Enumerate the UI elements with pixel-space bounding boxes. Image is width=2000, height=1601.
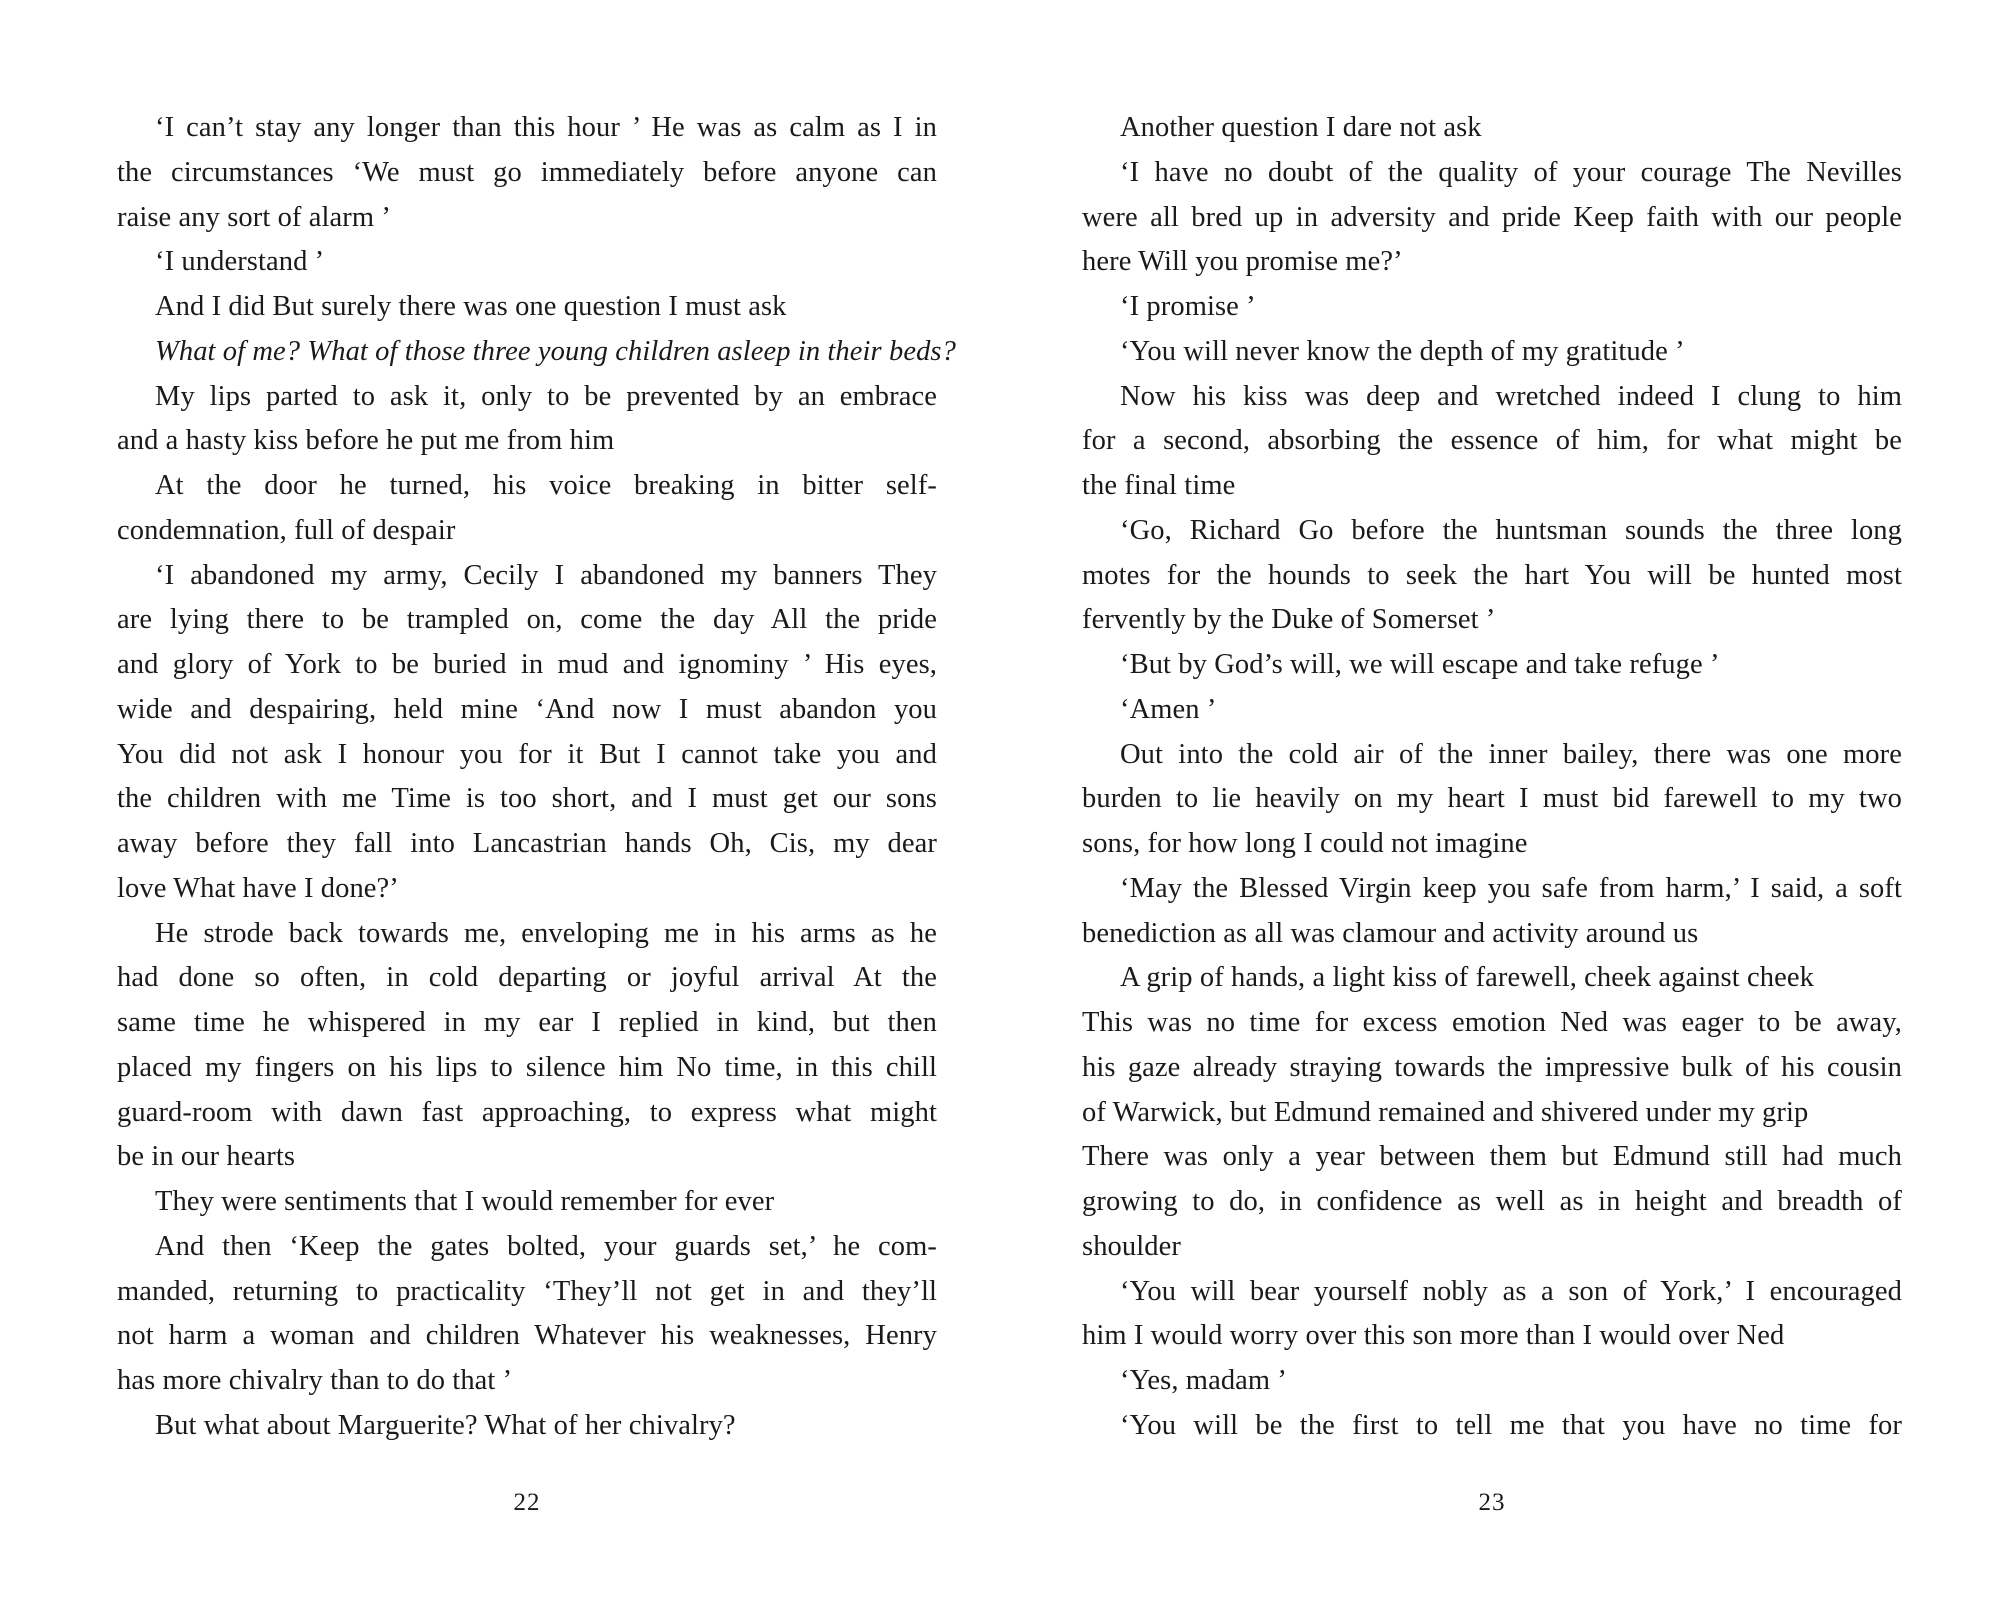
text-line: condemnation, full of despair (117, 514, 456, 546)
left-page (117, 106, 956, 1586)
text-line: not harm a woman and children Whatever his weaknesses, Henry (117, 1320, 937, 1352)
text-line: sons, for how long I could not imagine (1082, 828, 1528, 859)
text-line: ‘Yes, madam ’ (1120, 1365, 1288, 1396)
text-line: ‘Go, Richard Go before the huntsman sounds the three long (1120, 514, 1902, 546)
text-line: There was only a year between them but Edmund still had much (1082, 1141, 1902, 1173)
page-number-right: 23 (1478, 1489, 1506, 1516)
text-line: away before they fall into Lancastrian hands Oh, Cis, my dear (117, 828, 937, 859)
text-line: ‘I abandoned my army, Cecily I abandoned my banners They (155, 559, 937, 591)
text-line: My lips parted to ask it, only to be prevented by an embrace (155, 380, 937, 412)
text-line: the final time (1082, 470, 1236, 501)
text-line: And then ‘Keep the gates bolted, your guards set,’ he com- (155, 1230, 937, 1262)
text-line: his gaze already straying towards the impressive bulk of his cousin (1082, 1051, 1902, 1083)
text-line: benediction as all was clamour and activity around us (1082, 917, 1699, 949)
text-line: ‘I understand ’ (155, 246, 325, 278)
text-line: fervently by the Duke of Somerset ’ (1082, 604, 1496, 636)
text-line: burden to lie heavily on my heart I must bid farewell to my two (1082, 783, 1902, 815)
text-line: had done so often, in cold departing or joyful arrival At the (117, 962, 937, 994)
text-line: And I did But surely there was one question I must ask (155, 291, 787, 322)
right-page-text (1082, 106, 1902, 1449)
text-line: guard-room with dawn fast approaching, to express what might (117, 1096, 937, 1128)
text-line: has more chivalry than to do that ’ (117, 1365, 513, 1396)
text-line: ‘I have no doubt of the quality of your courage The Nevilles (1120, 156, 1902, 188)
text-line: were all bred up in adversity and pride Keep faith with our people (1082, 201, 1902, 233)
text-line: raise any sort of alarm ’ (117, 201, 391, 233)
text-line: shoulder (1082, 1230, 1181, 1262)
text-line: He strode back towards me, enveloping me in his arms as he (155, 917, 937, 949)
text-line: A grip of hands, a light kiss of farewell, cheek against cheek (1120, 962, 1814, 994)
text-line: him I would worry over this son more than I would over Ned (1082, 1320, 1785, 1352)
text-line: ‘May the Blessed Virgin keep you safe from harm,’ I said, a soft (1120, 872, 1902, 904)
text-line: be in our hearts (117, 1141, 296, 1173)
text-line: the circumstances ‘We must go immediately before anyone can (117, 156, 937, 188)
text-line: ‘Amen ’ (1120, 693, 1217, 725)
left-page-text (117, 106, 956, 1449)
text-line: here Will you promise me?’ (1082, 246, 1403, 278)
text-line: are lying there to be trampled on, come the day All the pride (117, 604, 937, 636)
text-line: for a second, absorbing the essence of him, for what might be (1082, 425, 1902, 457)
text-line: At the door he turned, his voice breaking in bitter self- (155, 470, 937, 501)
text-line: growing to do, in confidence as well as in height and breadth of (1082, 1186, 1902, 1217)
text-line: same time he whispered in my ear I replied in kind, but then (117, 1007, 937, 1038)
text-line: Now his kiss was deep and wretched indeed I clung to him (1120, 380, 1902, 412)
text-line: This was no time for excess emotion Ned was eager to be away, (1082, 1007, 1902, 1038)
page-number-left: 22 (513, 1489, 541, 1516)
text-line: manded, returning to practicality ‘They’ll not get in and they’ll (117, 1275, 937, 1307)
text-line: ‘I can’t stay any longer than this hour ’ He was as calm as I in (155, 112, 937, 143)
text-line: ‘But by God’s will, we will escape and take refuge ’ (1120, 649, 1720, 680)
text-line: You did not ask I honour you for it But I cannot take you and (117, 738, 937, 770)
text-line: and a hasty kiss before he put me from him (117, 425, 615, 457)
text-line: and glory of York to be buried in mud and ignominy ’ His eyes, (117, 649, 937, 680)
text-line: of Warwick, but Edmund remained and shivered under my grip (1082, 1096, 1809, 1128)
text-line: But what about Marguerite? What of her chivalry? (155, 1409, 736, 1441)
text-line: wide and despairing, held mine ‘And now I must abandon you (117, 693, 937, 725)
text-line: ‘I promise ’ (1120, 291, 1256, 322)
text-line: placed my fingers on his lips to silence him No time, in this chill (117, 1051, 937, 1083)
text-line: ‘You will never know the depth of my gratitude ’ (1120, 335, 1685, 367)
text-line: the children with me Time is too short, and I must get our sons (117, 783, 937, 815)
text-line: Another question I dare not ask (1120, 112, 1482, 143)
text-line: motes for the hounds to seek the hart You will be hunted most (1082, 559, 1902, 591)
text-line: ‘You will be the first to tell me that you have no time for (1120, 1409, 1902, 1441)
text-line: ‘You will bear yourself nobly as a son of York,’ I encouraged (1120, 1275, 1902, 1307)
text-line: love What have I done?’ (117, 872, 399, 904)
text-line: What of me? What of those three young children asleep in their beds? (155, 335, 956, 367)
right-page (1082, 106, 1902, 1586)
text-line: They were sentiments that I would remember for ever (155, 1186, 775, 1217)
text-line: Out into the cold air of the inner bailey, there was one more (1120, 738, 1902, 770)
